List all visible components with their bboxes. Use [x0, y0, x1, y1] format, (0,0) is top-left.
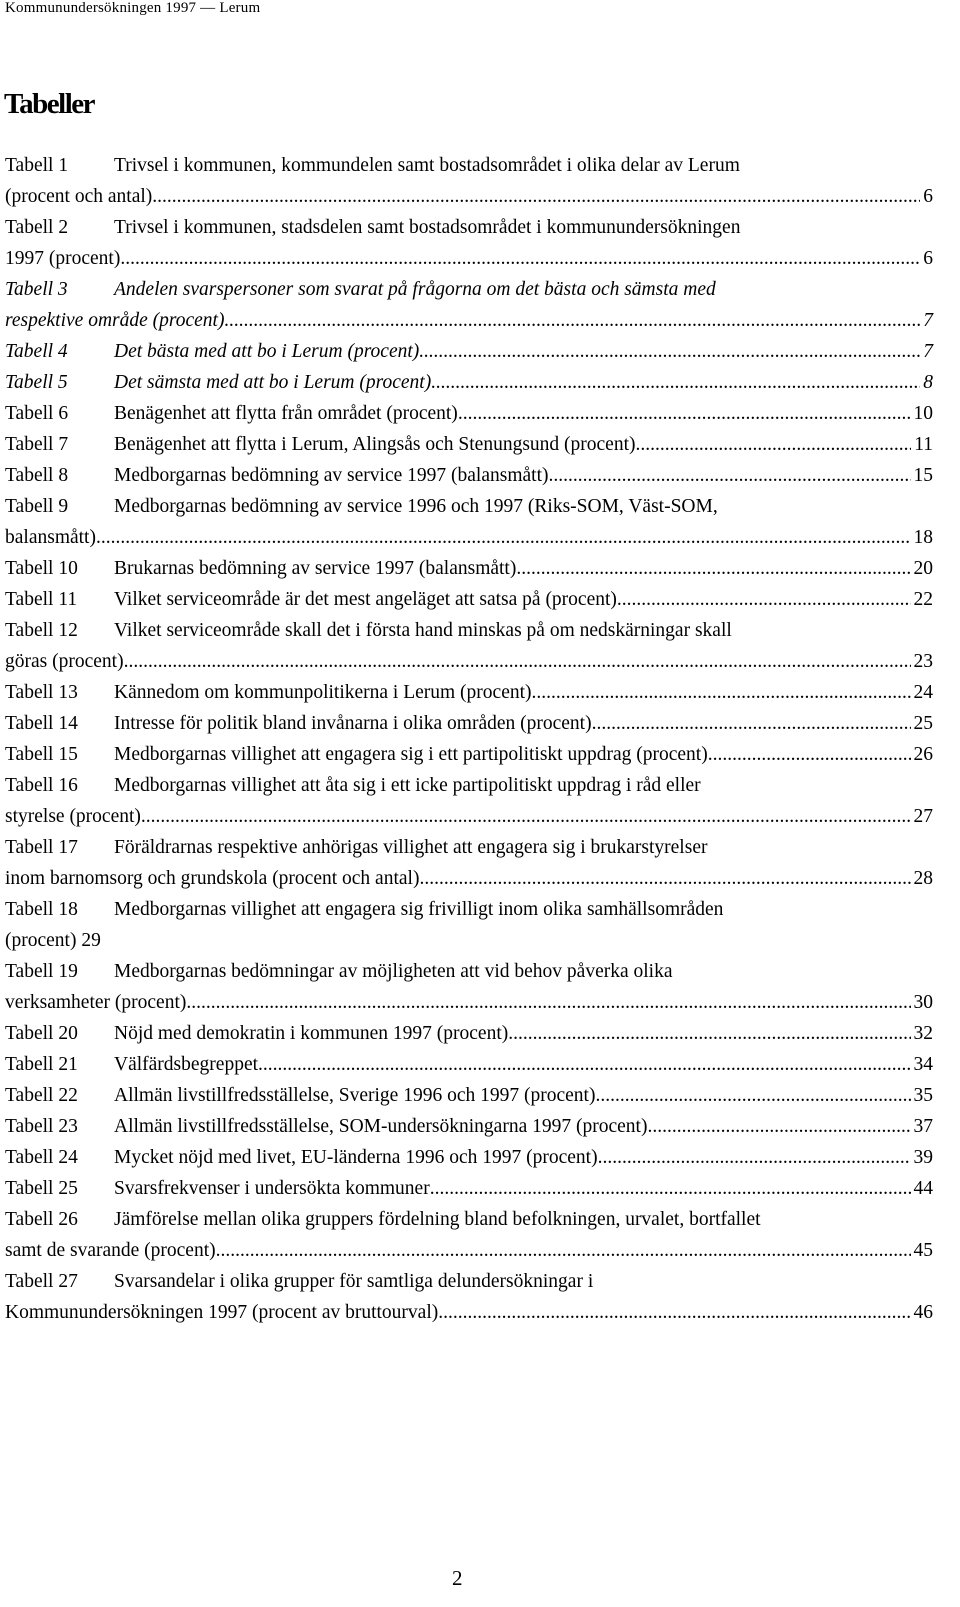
toc-entry-body: [5, 677, 933, 708]
toc-entry-title: Medborgarnas villighet att engagera sig frivilligt inom olika samhällsområden: [114, 899, 724, 920]
toc-entry-label: Tabell 4: [5, 341, 68, 362]
toc-entry-title: Brukarnas bedömning av service 1997 (balansmått): [114, 558, 517, 579]
dot-leader: [431, 367, 920, 398]
page-number: 2: [452, 1566, 463, 1590]
dot-leader: [636, 429, 912, 460]
dot-leader: [548, 460, 910, 491]
toc-entry-label: Tabell 27: [5, 1271, 78, 1292]
toc-entry-page: 25: [913, 713, 933, 734]
toc-entry-title: Mycket nöjd med livet, EU-länderna 1996 och 1997 (procent): [114, 1147, 598, 1168]
toc-entry-title-cont: (procent) 29: [5, 930, 101, 951]
toc-entry-label: Tabell 11: [5, 589, 78, 610]
toc-entry[interactable]: [5, 1080, 933, 1111]
toc-entry-title-cont: verksamheter (procent): [5, 992, 187, 1013]
dot-leader: [141, 801, 911, 832]
toc-entry[interactable]: [5, 398, 933, 429]
toc-entry-body: [5, 584, 933, 615]
toc-entry-label: Tabell 8: [5, 465, 69, 486]
toc-entry-page: 37: [913, 1116, 933, 1137]
toc-entry-title-cont: styrelse (procent): [5, 806, 141, 827]
toc-entry-label: Tabell 21: [5, 1054, 78, 1075]
toc-entry-title-cont: respektive område (procent).: [5, 310, 230, 331]
toc-entry[interactable]: [5, 150, 933, 212]
toc-entry-page: 45: [913, 1240, 933, 1261]
toc-entry[interactable]: [5, 1018, 933, 1049]
toc-entry-title: Det bästa med att bo i Lerum (procent).: [114, 341, 425, 362]
toc-entry-title-cont: balansmått): [5, 527, 96, 548]
dot-leader: [186, 987, 910, 1018]
toc-entry-page: 11: [914, 434, 933, 455]
toc-entry-label: Tabell 15: [5, 744, 78, 765]
toc-entry-title-cont: (procent och antal).: [5, 186, 158, 207]
dot-leader: [125, 243, 920, 274]
toc-entry-title: Välfärdsbegreppet: [114, 1054, 259, 1075]
toc-entry-body: [5, 1111, 933, 1142]
toc-entry[interactable]: [5, 429, 933, 460]
page-title: Tabeller: [4, 88, 95, 120]
toc-entry-body: [5, 1080, 933, 1111]
table-of-contents: [5, 150, 933, 1328]
toc-entry-body: [5, 956, 933, 987]
toc-entry-label: Tabell 16: [5, 775, 78, 796]
toc-entry[interactable]: [5, 1266, 933, 1328]
dot-leader: [508, 1018, 910, 1049]
toc-entry-page: 23: [913, 651, 933, 672]
toc-entry-label: Tabell 2: [5, 217, 69, 238]
dot-leader: [516, 553, 910, 584]
toc-entry-page: 28: [913, 868, 933, 889]
toc-entry-page: 30: [913, 992, 933, 1013]
toc-entry-label: Tabell 22: [5, 1085, 78, 1106]
dot-leader: [598, 1142, 911, 1173]
toc-entry[interactable]: [5, 894, 933, 956]
toc-entry-label: Tabell 12: [5, 620, 78, 641]
toc-entry-body: [5, 894, 933, 925]
toc-entry-body: [5, 398, 933, 429]
toc-entry[interactable]: [5, 956, 933, 1018]
dot-leader: [430, 1173, 911, 1204]
toc-entry[interactable]: [5, 1204, 933, 1266]
toc-entry-body: [5, 1049, 933, 1080]
toc-entry-page: 15: [913, 465, 933, 486]
toc-entry-title: Allmän livstillfredsställelse, Sverige 1996 och 1997 (procent): [114, 1085, 596, 1106]
toc-entry-body: [5, 615, 933, 646]
toc-entry[interactable]: [5, 491, 933, 553]
toc-entry-title-cont: inom barnomsorg och grundskola (procent och antal): [5, 868, 420, 889]
toc-entry-page: 39: [913, 1147, 933, 1168]
toc-entry[interactable]: [5, 770, 933, 832]
toc-entry-body: [5, 491, 933, 522]
toc-entry-title: Benägenhet att flytta från området (procent): [114, 403, 458, 424]
toc-entry-body: [5, 336, 933, 367]
toc-entry-page: 44: [913, 1178, 933, 1199]
toc-entry[interactable]: [5, 460, 933, 491]
toc-entry[interactable]: [5, 1173, 933, 1204]
toc-entry[interactable]: [5, 553, 933, 584]
toc-entry-label: Tabell 20: [5, 1023, 78, 1044]
toc-entry-title: Medborgarnas villighet att åta sig i ett icke partipolitiskt uppdrag i råd eller: [114, 775, 701, 796]
toc-entry-body: [5, 150, 933, 181]
toc-entry-title: Trivsel i kommunen, stadsdelen samt bostadsområdet i kommunundersökningen: [114, 217, 741, 238]
toc-entry-label: Tabell 23: [5, 1116, 78, 1137]
toc-entry-label: Tabell 24: [5, 1147, 78, 1168]
toc-entry-title-cont: samt de svarande (procent).: [5, 1240, 221, 1261]
toc-entry-label: Tabell 14: [5, 713, 78, 734]
toc-entry-page: 22: [913, 589, 933, 610]
toc-entry-title: Allmän livstillfredsställelse, SOM-undersökningarna 1997 (procent): [114, 1116, 648, 1137]
toc-entry-page: 35: [913, 1085, 933, 1106]
dot-leader: [419, 863, 910, 894]
dot-leader: [424, 336, 920, 367]
toc-entry[interactable]: [5, 1111, 933, 1142]
dot-leader: [532, 677, 911, 708]
toc-entry-title: Benägenhet att flytta i Lerum, Alingsås och Stenungsund (procent): [114, 434, 636, 455]
toc-entry[interactable]: [5, 274, 933, 336]
toc-entry-label: Tabell 10: [5, 558, 78, 579]
toc-entry-title: Jämförelse mellan olika gruppers fördelning bland befolkningen, urvalet, bortfallet: [114, 1209, 761, 1230]
toc-entry-body: [5, 367, 933, 398]
toc-entry-label: Tabell 17: [5, 837, 78, 858]
toc-entry-page: 6: [923, 186, 933, 207]
toc-entry-body: [5, 1266, 933, 1297]
dot-leader: [157, 181, 920, 212]
toc-entry[interactable]: [5, 708, 933, 739]
toc-entry-page: 20: [913, 558, 933, 579]
toc-entry-page: 18: [913, 527, 933, 548]
toc-entry-title: Det sämsta med att bo i Lerum (procent): [114, 372, 432, 393]
toc-entry-body: [5, 429, 933, 460]
toc-entry[interactable]: [5, 1142, 933, 1173]
toc-entry-page: 6: [923, 248, 933, 269]
dot-leader: [708, 739, 911, 770]
toc-entry-page: 46: [913, 1302, 933, 1323]
toc-entry-label: Tabell 26: [5, 1209, 78, 1230]
dot-leader: [438, 1297, 910, 1328]
toc-entry-title: Intresse för politik bland invånarna i olika områden (procent): [114, 713, 592, 734]
toc-entry-body: [5, 708, 933, 739]
toc-entry-label: Tabell 18: [5, 899, 78, 920]
toc-entry[interactable]: [5, 584, 933, 615]
toc-entry-body: [5, 1142, 933, 1173]
toc-entry-title: Medborgarnas bedömningar av möjligheten att vid behov påverka olika: [114, 961, 673, 982]
toc-entry-body: [5, 553, 933, 584]
toc-entry-title: Vilket serviceområde skall det i första hand minskas på om nedskärningar skall: [114, 620, 732, 641]
toc-entry-title: Vilket serviceområde är det mest angeläget att satsa på (procent): [114, 589, 617, 610]
dot-leader: [595, 1080, 910, 1111]
toc-entry-label: Tabell 25: [5, 1178, 78, 1199]
toc-entry-title-cont: Kommunundersökningen 1997 (procent av bruttourval): [5, 1302, 439, 1323]
toc-entry-page: 24: [913, 682, 933, 703]
dot-leader: [647, 1111, 910, 1142]
toc-entry-page: 34: [913, 1054, 933, 1075]
dot-leader: [458, 398, 911, 429]
toc-entry-title: Trivsel i kommunen, kommundelen samt bostadsområdet i olika delar av Lerum: [114, 155, 740, 176]
toc-entry-body: [5, 460, 933, 491]
toc-entry-page: 32: [913, 1023, 933, 1044]
toc-entry-title: Andelen svarspersoner som svarat på frågorna om det bästa och sämsta med: [114, 279, 716, 300]
toc-entry-page: 7: [923, 341, 933, 362]
toc-entry-label: Tabell 3: [5, 279, 68, 300]
toc-entry-body: [5, 212, 933, 243]
toc-entry-page: 27: [913, 806, 933, 827]
dot-leader: [617, 584, 911, 615]
toc-entry-label: Tabell 19: [5, 961, 78, 982]
toc-entry-label: Tabell 13: [5, 682, 78, 703]
toc-entry-page: 8: [923, 372, 933, 393]
toc-entry-body: [5, 1018, 933, 1049]
toc-entry-body: [5, 1173, 933, 1204]
toc-entry-body: [5, 274, 933, 305]
toc-entry-title: Föräldrarnas respektive anhörigas villighet att engagera sig i brukarstyrelser: [114, 837, 708, 858]
toc-entry[interactable]: [5, 615, 933, 677]
toc-entry-body: [5, 770, 933, 801]
toc-entry-title: Kännedom om kommunpolitikerna i Lerum (procent): [114, 682, 532, 703]
toc-entry-page: 10: [913, 403, 933, 424]
toc-entry-title: Nöjd med demokratin i kommunen 1997 (procent): [114, 1023, 509, 1044]
toc-entry[interactable]: [5, 212, 933, 274]
toc-entry[interactable]: [5, 739, 933, 770]
toc-entry-label: Tabell 6: [5, 403, 69, 424]
toc-entry[interactable]: [5, 1049, 933, 1080]
toc-entry-title-cont: göras (procent): [5, 651, 124, 672]
toc-entry[interactable]: [5, 336, 933, 367]
dot-leader: [124, 646, 911, 677]
toc-entry[interactable]: [5, 832, 933, 894]
dot-leader: [221, 1235, 911, 1266]
toc-entry-label: Tabell 5: [5, 372, 68, 393]
dot-leader: [258, 1049, 910, 1080]
toc-entry-body: [5, 1204, 933, 1235]
dot-leader: [96, 522, 911, 553]
toc-entry-body: [5, 739, 933, 770]
toc-entry-title: Medborgarnas bedömning av service 1996 och 1997 (Riks-SOM, Väst-SOM,: [114, 496, 718, 517]
toc-entry-body: [5, 832, 933, 863]
dot-leader: [592, 708, 911, 739]
toc-entry-label: Tabell 9: [5, 496, 69, 517]
toc-entry-title: Medborgarnas bedömning av service 1997 (balansmått): [114, 465, 549, 486]
toc-entry-label: Tabell 1: [5, 155, 69, 176]
toc-entry-title: Svarsfrekvenser i undersökta kommuner: [114, 1178, 430, 1199]
toc-entry-title: Medborgarnas villighet att engagera sig i ett partipolitiskt uppdrag (procent): [114, 744, 708, 765]
running-header: Kommunundersökningen 1997 — Lerum: [5, 0, 261, 16]
toc-entry-page: 7: [923, 310, 933, 331]
toc-entry-label: Tabell 7: [5, 434, 69, 455]
toc-entry-title: Svarsandelar i olika grupper för samtliga delundersökningar i: [114, 1271, 594, 1292]
toc-entry-page: 26: [913, 744, 933, 765]
toc-entry-title-cont: 1997 (procent).: [5, 248, 126, 269]
toc-entry[interactable]: [5, 677, 933, 708]
toc-entry[interactable]: [5, 367, 933, 398]
dot-leader: [229, 305, 920, 336]
